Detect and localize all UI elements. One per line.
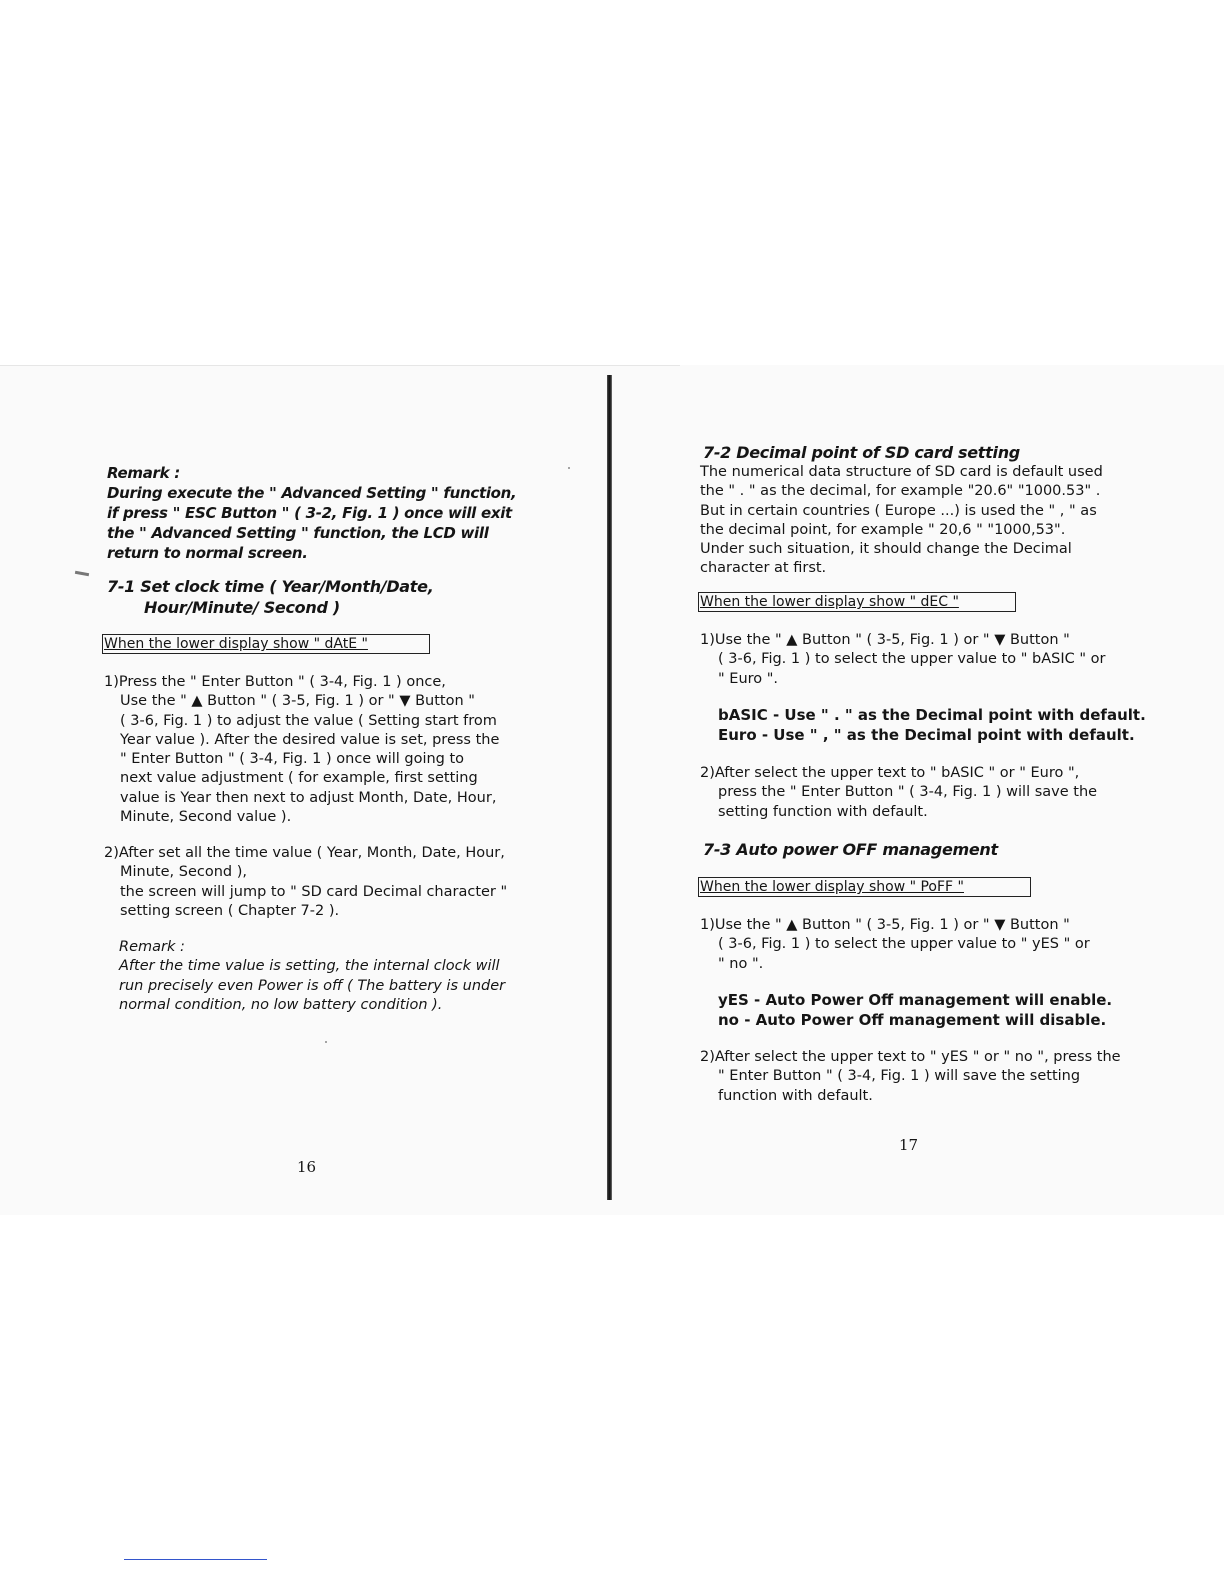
step1-line: Year value ). After the desired value is set, press the bbox=[120, 731, 500, 748]
step2-line: Minute, Second ), bbox=[120, 864, 247, 881]
body-line: the decimal point, for example " 20,6 " "1000,53". bbox=[700, 521, 1066, 538]
dec-option-basic: bASIC - Use " . " as the Decimal point with default. bbox=[718, 706, 1146, 724]
step2-line: the screen will jump to " SD card Decimal character " bbox=[120, 883, 508, 900]
dec-step2-block bbox=[700, 764, 1097, 822]
book-spine bbox=[607, 375, 612, 1200]
step1-block bbox=[104, 673, 499, 827]
step-line: " Euro ". bbox=[718, 670, 779, 687]
step-line: setting function with default. bbox=[718, 803, 928, 820]
step-line: 2)After select the upper text to " yES " or " no ", press the bbox=[700, 1049, 1121, 1065]
bottom-rule bbox=[124, 1559, 267, 1560]
remark2-block bbox=[119, 938, 505, 1015]
display-box-date bbox=[102, 634, 430, 654]
dec-step1-block bbox=[700, 631, 1105, 689]
dec-option-euro: Euro - Use " , " as the Decimal point with default. bbox=[718, 725, 1135, 744]
section-7-3-title: 7-3 Auto power OFF management bbox=[703, 840, 998, 859]
scan-speck bbox=[325, 1041, 327, 1043]
section-7-2-title: 7-2 Decimal point of SD card setting bbox=[703, 443, 1020, 462]
display-box-dec bbox=[698, 592, 1016, 612]
dec-options bbox=[718, 706, 1146, 745]
remark-line: if press " ESC Button " ( 3-2, Fig. 1 ) once will exit bbox=[107, 504, 512, 522]
remark-block bbox=[107, 463, 516, 563]
step1-line: next value adjustment ( for example, first setting bbox=[120, 770, 478, 787]
step-line: ( 3-6, Fig. 1 ) to select the upper value to " bASIC " or bbox=[718, 651, 1106, 668]
step-line: 2)After select the upper text to " bASIC " or " Euro ", bbox=[700, 765, 1080, 781]
section-7-1-title bbox=[107, 576, 434, 618]
poff-option-yes: yES - Auto Power Off management will enable. bbox=[718, 991, 1113, 1009]
section72-body bbox=[700, 463, 1103, 579]
step-line: 1)Use the " ▲ Button " ( 3-5, Fig. 1 ) or " ▼ Button " bbox=[700, 632, 1070, 648]
page-number-left: 16 bbox=[297, 1158, 317, 1176]
step-line: " no ". bbox=[718, 955, 764, 972]
body-line: Under such situation, it should change the Decimal bbox=[700, 541, 1072, 558]
display-box-text: When the lower display show " dEC " bbox=[700, 594, 959, 610]
remark-line: the " Advanced Setting " function, the LCD will bbox=[107, 524, 489, 542]
poff-option-no: no - Auto Power Off management will disable. bbox=[718, 1010, 1107, 1029]
body-line: The numerical data structure of SD card is default used bbox=[700, 464, 1103, 480]
section-title-line: 7-1 Set clock time ( Year/Month/Date, bbox=[107, 577, 434, 596]
step1-line: 1)Press the " Enter Button " ( 3-4, Fig. 1 ) once, bbox=[104, 674, 446, 690]
step1-line: ( 3-6, Fig. 1 ) to adjust the value ( Setting start from bbox=[120, 712, 497, 729]
display-box-poff bbox=[698, 877, 1031, 897]
poff-step1-block bbox=[700, 916, 1090, 974]
section-title-line: Hour/Minute/ Second ) bbox=[144, 598, 340, 617]
poff-step2-block bbox=[700, 1048, 1121, 1106]
step1-line: Use the " ▲ Button " ( 3-5, Fig. 1 ) or " ▼ Button " bbox=[120, 693, 475, 710]
step1-line: " Enter Button " ( 3-4, Fig. 1 ) once will going to bbox=[120, 751, 465, 768]
step-line: function with default. bbox=[718, 1087, 873, 1104]
body-line: the " . " as the decimal, for example "20.6" "1000.53" . bbox=[700, 483, 1101, 500]
step2-line: setting screen ( Chapter 7-2 ). bbox=[120, 902, 340, 919]
step-line: 1)Use the " ▲ Button " ( 3-5, Fig. 1 ) or " ▼ Button " bbox=[700, 917, 1070, 933]
remark2-title: Remark : bbox=[119, 939, 185, 955]
step2-block bbox=[104, 844, 507, 921]
scan-speck bbox=[568, 467, 570, 469]
step-line: ( 3-6, Fig. 1 ) to select the upper value to " yES " or bbox=[718, 936, 1090, 953]
page-number-right: 17 bbox=[899, 1136, 919, 1154]
poff-options bbox=[718, 991, 1112, 1030]
step-line: press the " Enter Button " ( 3-4, Fig. 1 ) will save the bbox=[718, 784, 1098, 801]
body-line: character at first. bbox=[700, 560, 827, 577]
remark2-line: After the time value is setting, the internal clock will bbox=[119, 958, 500, 975]
remark-line: During execute the " Advanced Setting " function, bbox=[107, 484, 517, 502]
display-box-text: When the lower display show " PoFF " bbox=[700, 879, 964, 895]
step-line: " Enter Button " ( 3-4, Fig. 1 ) will save the setting bbox=[718, 1068, 1081, 1085]
body-line: But in certain countries ( Europe ...) is used the " , " as bbox=[700, 502, 1097, 519]
step2-line: 2)After set all the time value ( Year, Month, Date, Hour, bbox=[104, 845, 505, 861]
step1-line: Minute, Second value ). bbox=[120, 809, 292, 826]
step1-line: value is Year then next to adjust Month, Date, Hour, bbox=[120, 789, 497, 806]
remark2-line: run precisely even Power is off ( The battery is under bbox=[119, 977, 506, 994]
remark-line: return to normal screen. bbox=[107, 544, 308, 562]
remark2-line: normal condition, no low battery condition ). bbox=[119, 996, 443, 1013]
scan-edge bbox=[0, 365, 680, 366]
display-box-text: When the lower display show " dAtE " bbox=[104, 636, 368, 652]
remark-title: Remark : bbox=[107, 464, 180, 482]
